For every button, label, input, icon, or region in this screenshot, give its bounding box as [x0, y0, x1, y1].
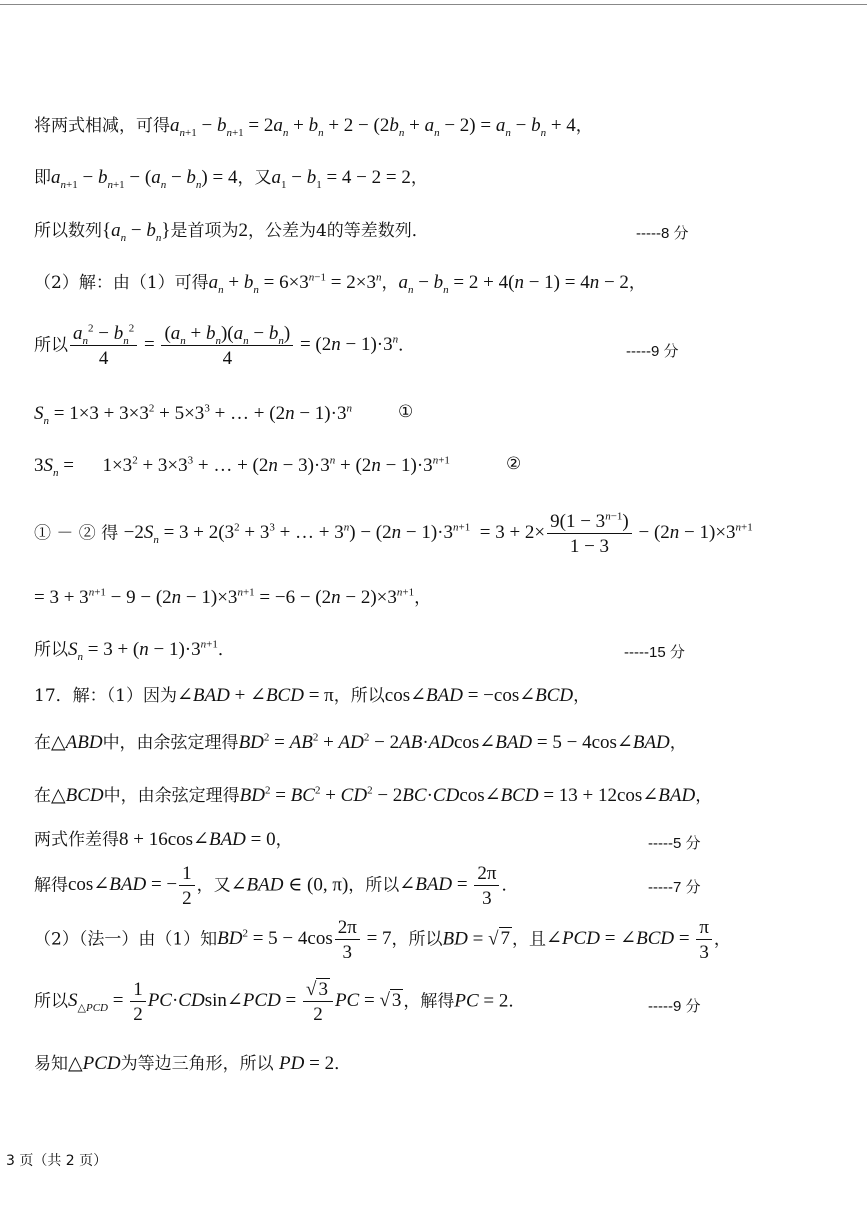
formula: $a_{n+1} - b_{n+1} = 2a_n + b_n + 2 - (2b_n + a_n - 2) = a_n - b_n + 4$ [170, 115, 576, 139]
line-8: ① － ② 得 $-2S_n = 3 + 2(3^2 + 3^3$ + … + $3^n) - (2n - 1)\cdot 3^{n+1} = 3 + 2\times$ $\frac{9(1 - 3^{n-1})}{1 - 3}$ − $(2n - 1)\times 3^{n+1}$ [34, 510, 753, 557]
formula: ∠BAD ∈ (0, π) [230, 874, 349, 896]
formula: $3S_n$ = $1\times 3^2 + 3\times 3^3$ + … + $(2n - 3)\cdot 3^n + (2n - 1)\cdot 3^{n+1}$ [34, 454, 450, 479]
line-9: = $3 + 3^{n+1} - 9 - (2n - 1)\times 3^{n+1} = -6 - (2n - 2)\times 3^{n+1}$， [34, 586, 432, 608]
line-17: 所以$S_{\triangle PCD}$ = $\frac{1}{2}$ PC·CDsin∠PCD = $\frac{√ 3}{2}$ PC = √ 3 ，解得PC = 2． [34, 979, 526, 1025]
marker-2: ② [506, 454, 522, 474]
formula: $BD^2 = AB^2 + AD^2$ − 2AB·ADcos∠BAD = 5 − 4cos∠BAD [238, 731, 670, 753]
formula: $a_n + b_n = 6\times 3^{n-1} = 2\times 3^n$ [208, 271, 382, 296]
score-mark: -----8 分 [636, 225, 689, 242]
line-5: 所以 $\frac{a_n^2 - b_n^2}{4}$ = $\frac{(a_n + b_n)(a_n - b_n)}{4}$ = $(2n - 1)\cdot 3^n$． [34, 322, 416, 369]
line-7 [34, 454, 450, 479]
formula: $BD^2 = BC^2 + CD^2$ − 2BC·CDcos∠BCD = 13 + 12cos∠BAD [239, 784, 696, 806]
formula: $\frac{a_n^2 - b_n^2}{4}$ = $\frac{(a_n + b_n)(a_n - b_n)}{4}$ = $(2n - 1)\cdot 3^n$ [68, 334, 398, 355]
formula: ∠BAD + ∠BCD = π [176, 685, 334, 706]
formula: PD = 2 [279, 1053, 335, 1074]
formula: cos∠BAD = − $\frac{1}{2}$ [68, 874, 197, 895]
formula: cos∠BAD = −cos∠BCD [384, 685, 574, 706]
formula: $a_n - b_n = 2 + 4(n - 1) = 4n - 2$ [398, 272, 629, 296]
formula: $BD^2 = 5 - 4\cos$ $\frac{2\pi}{3}$ = 7 [217, 917, 392, 963]
formula: $S_n = 3 + (n - 1)\cdot 3^{n+1}$ [68, 638, 218, 663]
formula: $S_n = 1\times 3 + 3\times 3^2 + 5\times 3^3$ + … + $(2n - 1)\cdot 3^n$ [34, 402, 352, 427]
line-4: （2）解：由（1）可得$a_n + b_n = 6\times 3^{n-1} = 2\times 3^n$，$a_n - b_n = 2 + 4(n - 1) = 4n - 2$， [34, 271, 646, 296]
line-3: 所以数列$\{a_n - b_n\}$是首项为2，公差为4的等差数列． [34, 220, 429, 244]
line-10: 所以$S_n = 3 + (n - 1)\cdot 3^{n+1}$． [34, 638, 235, 663]
line-13: 在△BCD中，由余弦定理得$BD^2 = BC^2 + CD^2$ − 2BC·CDcos∠BCD = 13 + 12cos∠BAD， [34, 784, 713, 806]
score-mark: -----9 分 [648, 998, 701, 1015]
line-18: 易知△PCD为等边三角形，所以 PD = 2． [34, 1053, 352, 1074]
line-2: 即$a_{n+1} - b_{n+1} - (a_n - b_n) = 4$，又$a_1 - b_1 = 4 - 2 = 2$， [34, 167, 428, 191]
page-footer: 3 页（共 2 页） [6, 1153, 108, 1169]
top-rule [0, 4, 867, 5]
line-6 [34, 402, 352, 427]
formula: ∠BAD = $\frac{2\pi}{3}$ [399, 874, 501, 895]
score-mark: -----5 分 [648, 835, 701, 852]
line-1: 将两式相减，可得$a_{n+1} - b_{n+1} = 2a_n + b_n + 2 - (2b_n + a_n - 2) = a_n - b_n + 4$， [34, 115, 593, 139]
formula: PC = 2 [454, 990, 509, 1012]
score-mark: -----15 分 [624, 644, 685, 661]
formula: BD = √ 7 [442, 928, 511, 950]
formula: 8 + 16cos∠BAD = 0 [119, 829, 276, 850]
score-mark: -----7 分 [648, 879, 701, 896]
line-16: （2）（法一）由（1）知$BD^2 = 5 - 4\cos$ $\frac{2\pi}{3}$ = 7，所以BD = √ 7 ，且∠PCD = ∠BCD = $\frac{\pi}{3}$ ， [34, 917, 731, 963]
formula: $-2S_n = 3 + 2(3^2 + 3^3$ + … + $3^n) - (2n - 1)\cdot 3^{n+1} = 3 + 2\times$ $\frac{9(1 - 3^{n-1})}{1 - 3}$ − $(2n - 1)\times 3^{n+1}$ [123, 510, 753, 557]
formula: ∠PCD = ∠BCD = $\frac{\pi}{3}$ [546, 928, 714, 949]
formula: = $3 + 3^{n+1} - 9 - (2n - 1)\times 3^{n+1} = -6 - (2n - 2)\times 3^{n+1}$ [34, 586, 415, 608]
formula: $a_1 - b_1 = 4 - 2 = 2$ [271, 167, 411, 191]
line-12: 在△ABD中，由余弦定理得$BD^2 = AB^2 + AD^2$ − 2AB·ADcos∠BAD = 5 − 4cos∠BAD， [34, 731, 687, 753]
formula: $S_{\triangle PCD}$ = $\frac{1}{2}$ PC·CDsin∠PCD = $\frac{√ 3}{2}$ PC = √ 3 [68, 979, 402, 1025]
line-15: 解得cos∠BAD = − $\frac{1}{2}$ ，又∠BAD ∈ (0, π)，所以∠BAD = $\frac{2\pi}{3}$ ． [34, 863, 519, 909]
line-14: 两式作差得8 + 16cos∠BAD = 0， [34, 829, 293, 850]
score-mark: -----9 分 [626, 343, 679, 360]
formula: $a_{n+1} - b_{n+1} - (a_n - b_n) = 4$ [51, 167, 238, 191]
line-11: 17．解：（1）因为∠BAD + ∠BCD = π，所以cos∠BAD = −cos∠BCD， [34, 685, 591, 706]
marker-1: ① [398, 402, 414, 422]
